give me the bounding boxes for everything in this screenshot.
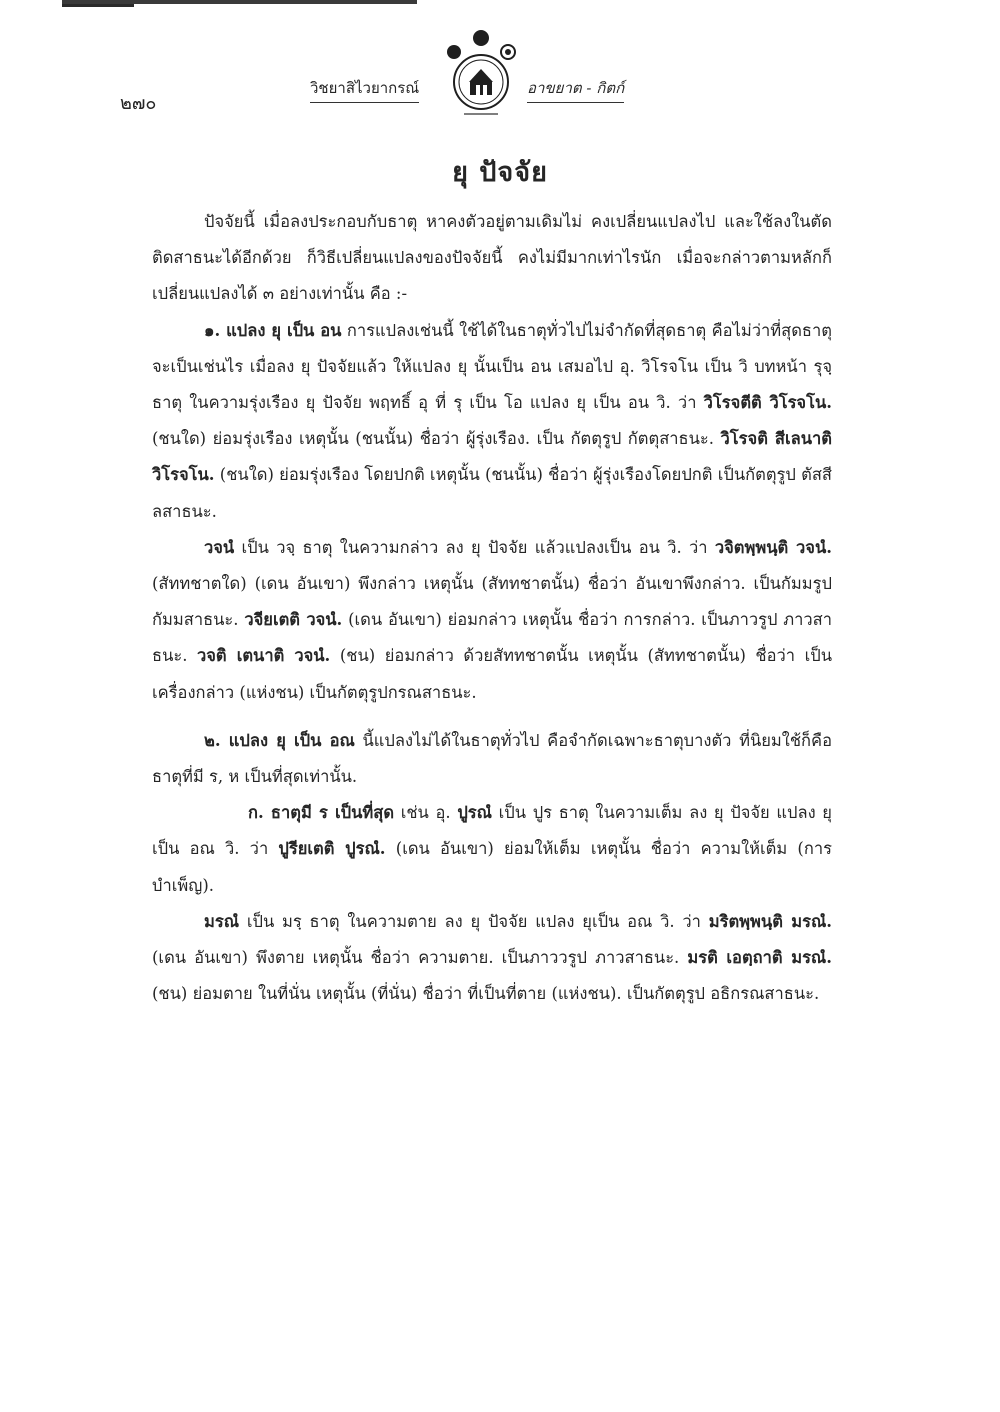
bold-term: ๑. แปลง ยุ เป็น อน <box>204 320 342 340</box>
chapter-title: ยุ ปัจจัย <box>452 157 548 188</box>
bold-term: วจิตพฺพนฺติ วจนํ. <box>714 537 832 557</box>
running-header-right: อาขยาต - กิตก์ <box>527 76 624 103</box>
text-run: ปัจจัยนี้ เมื่อลงประกอบกับธาตุ หาคงตัวอยู่ตามเดิมไม่ คงเปลี่ยนแปลงไป และใช้ลงในตัดติดสาธนะได้อีกด้วย ก็วิธีเปลี่ยนแปลงของปัจจัยนี้ คงไม่มีมากเท่าไรนัก เมื่อจะกล่าวตามหลักก็เปลี่ยนแปลงได้ ๓ อย่างเท่านั้น คือ :- <box>152 212 832 304</box>
page-number: ๒๗๐ <box>120 93 157 114</box>
running-header-left: วิชยาสิไวยากรณ์ <box>310 76 419 103</box>
paragraph <box>152 795 832 904</box>
text-run: (เดน อันเขา) ย่อมให้เต็ม เหตุนั้น ชื่อว่า ความให้เต็ม (การบำเพ็ญ). <box>152 839 832 895</box>
paragraph <box>152 723 832 795</box>
bold-term: ปูรณํ <box>457 803 492 823</box>
scan-edge-line <box>62 0 417 4</box>
bold-term: มรติ เอตฺถาติ มรณํ. <box>687 948 832 968</box>
text-run: (ชนใด) ย่อมรุ่งเรือง เหตุนั้น (ชนนั้น) ชื่อว่า ผู้รุ่งเรือง. เป็น กัตตุรูป กัตตุสาธนะ. <box>152 429 721 449</box>
bold-term: ก. ธาตุมี ร เป็นที่สุด <box>248 803 395 823</box>
paragraph <box>152 904 832 1013</box>
text-run: เป็น ปูร ธาตุ ในความเต็ม ลง ยุ ปัจจัย แปลง ยุ เป็น อณ วิ. ว่า <box>152 803 832 859</box>
text-run: เป็น มรฺ ธาตุ ในความตาย ลง ยุ ปัจจัย แปลง ยุเป็น อณ วิ. ว่า <box>239 911 709 931</box>
text-run: เช่น อุ. <box>394 803 458 823</box>
text-run: (ชนใด) ย่อมรุ่งเรือง โดยปกติ เหตุนั้น (ชนนั้น) ชื่อว่า ผู้รุ่งเรืองโดยปกติ เป็นกัตตุรูป ตัสสีลสาธนะ. <box>152 465 832 521</box>
paragraph <box>152 204 832 313</box>
bold-term: มรณํ <box>204 911 240 931</box>
bold-term: วจติ เตนาติ วจนํ. <box>197 646 331 666</box>
text-run: (ชน) ย่อมกล่าว ด้วยสัททชาตนั้น เหตุนั้น (สัททชาตนั้น) ชื่อว่า เป็นเครื่องกล่าว (แห่งชน) เป็นกัตตุรูปกรณสาธนะ. <box>152 646 832 702</box>
body-text <box>152 204 832 1012</box>
paragraph <box>152 530 832 711</box>
text-run: (เดน อันเขา) พึงตาย เหตุนั้น ชื่อว่า ความตาย. เป็นภาววรูป ภาวสาธนะ. <box>152 948 688 968</box>
bold-term: วิโรจตีติ วิโรจโน. <box>703 393 832 413</box>
text-run: นี้แปลงไม่ได้ในธาตุทั่วไป คือจำกัดเฉพาะธาตุบางตัว ที่นิยมใช้ก็คือธาตุที่มี ร, ห เป็นที่สุดเท่านั้น. <box>152 730 832 787</box>
bold-term: วิโรจติ สีเลนาติ วิโรจโน. <box>152 429 832 485</box>
bold-term: วจียเตติ วจนํ. <box>244 610 343 630</box>
bold-term: วจนํ <box>204 537 235 557</box>
text-run: (เดน อันเขา) ย่อมกล่าว เหตุนั้น ชื่อว่า การกล่าว. เป็นภาวรูป ภาวสาธนะ. <box>152 610 832 666</box>
text-run: การแปลงเช่นนี้ ใช้ได้ในธาตุทั่วไปไม่จำกัดที่สุดธาตุ คือไม่ว่าที่สุดธาตุจะเป็นเช่นไร เมื่อลง ยุ ปัจจัยแล้ว ให้แปลง ยุ นั้นเป็น อน เสมอไป อุ. วิโรจโน เป็น วิ บทหน้า รุจฺ ธาตุ ในความรุ่งเรือง ยุ ปัจจัย พฤทธิ์ อุ ที่ รุ เป็น โอ แปลง ยุ เป็น อน วิ. ว่า <box>152 320 832 413</box>
text-run: (ชน) ย่อมตาย ในที่นั่น เหตุนั้น (ที่นั่น) ชื่อว่า ที่เป็นที่ตาย (แห่งชน). เป็นกัตตุรูป อธิกรณสาธนะ. <box>152 984 820 1004</box>
text-run: (สัททชาตใด) (เดน อันเขา) พึงกล่าว เหตุนั้น (สัททชาตนั้น) ชื่อว่า อันเขาพึงกล่าว. เป็นกัมมรูป กัมมสาธนะ. <box>152 574 832 630</box>
bold-term: มริตพฺพนฺติ มรณํ. <box>708 911 832 931</box>
bold-term: ๒. แปลง ยุ เป็น อณ <box>204 730 355 750</box>
text-run: เป็น วจฺ ธาตุ ในความกล่าว ลง ยุ ปัจจัย แล้วแปลงเป็น อน วิ. ว่า <box>234 537 715 557</box>
bold-term: ปูรียเตติ ปูรณํ. <box>278 839 386 859</box>
emblem-logo <box>436 22 526 128</box>
paragraph <box>152 313 832 530</box>
